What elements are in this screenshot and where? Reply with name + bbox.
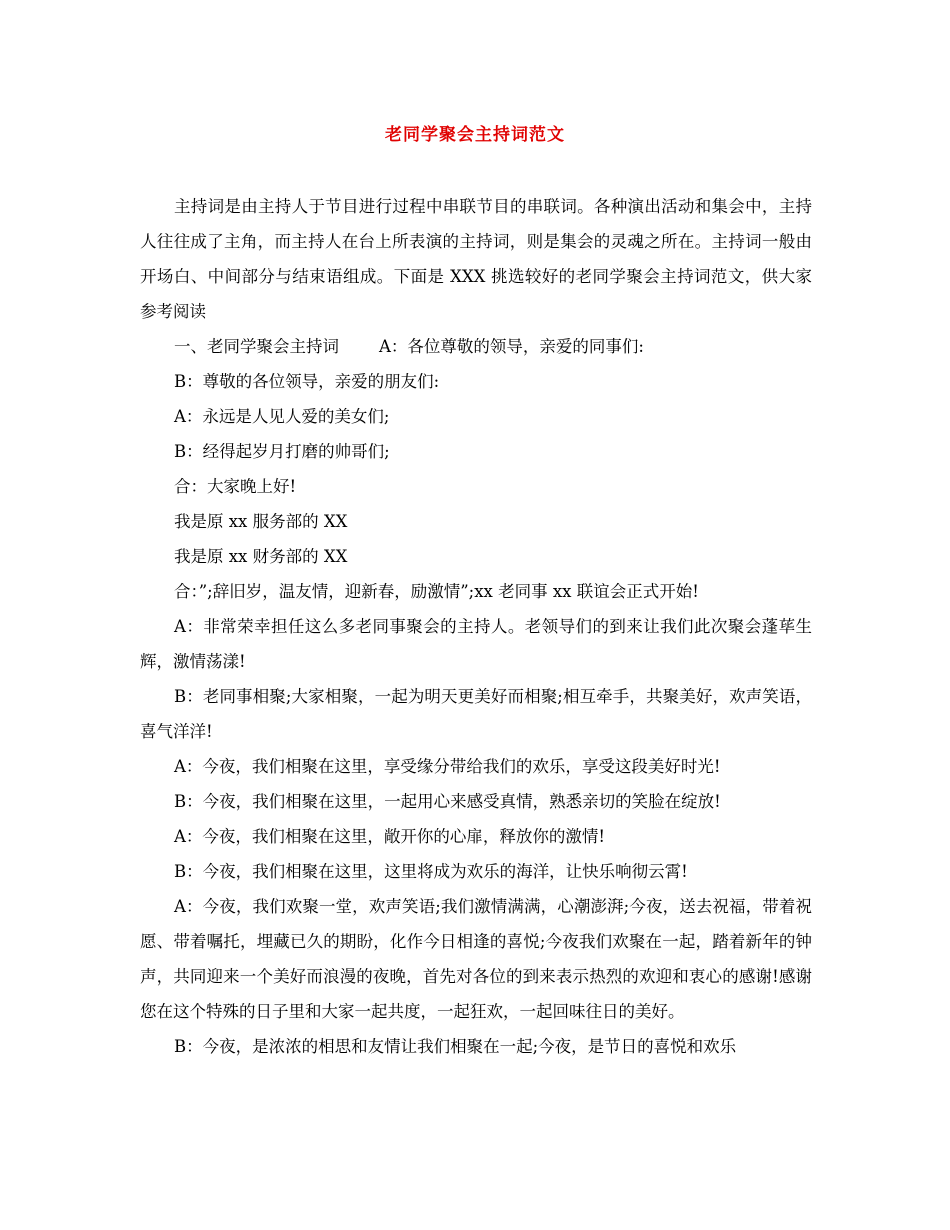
host-b-paragraph: B：老同事相聚;大家相聚，一起为明天更美好而相聚;相互牵手，共聚美好，欢声笑语，喜气洋洋! <box>140 687 812 741</box>
document-title: 老同学聚会主持词范文 <box>385 125 565 145</box>
host-a-opening-line: A：各位尊敬的领导，亲爱的同事们: <box>379 337 644 356</box>
host-b-line: B：经得起岁月打磨的帅哥们; <box>174 442 390 461</box>
document-body <box>140 189 812 1064</box>
host-a-paragraph: A：非常荣幸担任这么多老同事聚会的主持人。老领导们的到来让我们此次聚会蓬荜生辉，激情荡漾! <box>140 617 812 671</box>
section-heading: 一、老同学聚会主持词 <box>174 337 339 356</box>
intro-paragraph: 主持词是由主持人于节目进行过程中串联节目的串联词。各种演出活动和集会中，主持人往往成了主角，而主持人在台上所表演的主持词，则是集会的灵魂之所在。主持词一般由开场白、中间部分与结束语组成。下面是 XXX 挑选较好的老同学聚会主持词范文，供大家参考阅读 <box>140 197 812 321</box>
section-heading-line <box>140 329 812 364</box>
host-b-line: B：今夜，我们相聚在这里，这里将成为欢乐的海洋，让快乐响彻云霄! <box>174 862 688 881</box>
self-intro-line: 我是原 xx 服务部的 XX <box>174 512 348 531</box>
host-b-paragraph: B：今夜，是浓浓的相思和友情让我们相聚在一起;今夜，是节日的喜悦和欢乐 <box>174 1037 737 1056</box>
host-a-paragraph: A：今夜，我们欢聚一堂，欢声笑语;我们激情满满，心潮澎湃;今夜，送去祝福，带着祝愿、带着嘱托，埋藏已久的期盼，化作今日相逢的喜悦;今夜我们欢聚在一起，踏着新年的钟声，共同迎来一个美好而浪漫的夜晚，首先对各位的到来表示热烈的欢迎和衷心的感谢!感谢您在这个特殊的日子里和大家一起共度，一起狂欢，一起回味往日的美好。 <box>140 897 812 1021</box>
host-a-line: A：今夜，我们相聚在这里，享受缘分带给我们的欢乐，享受这段美好时光! <box>174 757 721 776</box>
host-b-line: B：尊敬的各位领导，亲爱的朋友们: <box>174 372 440 391</box>
host-a-line: A：今夜，我们相聚在这里，敞开你的心扉，释放你的激情! <box>174 827 606 846</box>
together-line: 合：”;辞旧岁，温友情，迎新春，励激情”;xx 老同事 xx 联谊会正式开始! <box>174 582 699 601</box>
self-intro-line: 我是原 xx 财务部的 XX <box>174 547 348 566</box>
together-line: 合：大家晚上好! <box>174 477 297 496</box>
host-b-line: B：今夜，我们相聚在这里，一起用心来感受真情，熟悉亲切的笑脸在绽放! <box>174 792 721 811</box>
host-a-line: A：永远是人见人爱的美女们; <box>174 407 390 426</box>
